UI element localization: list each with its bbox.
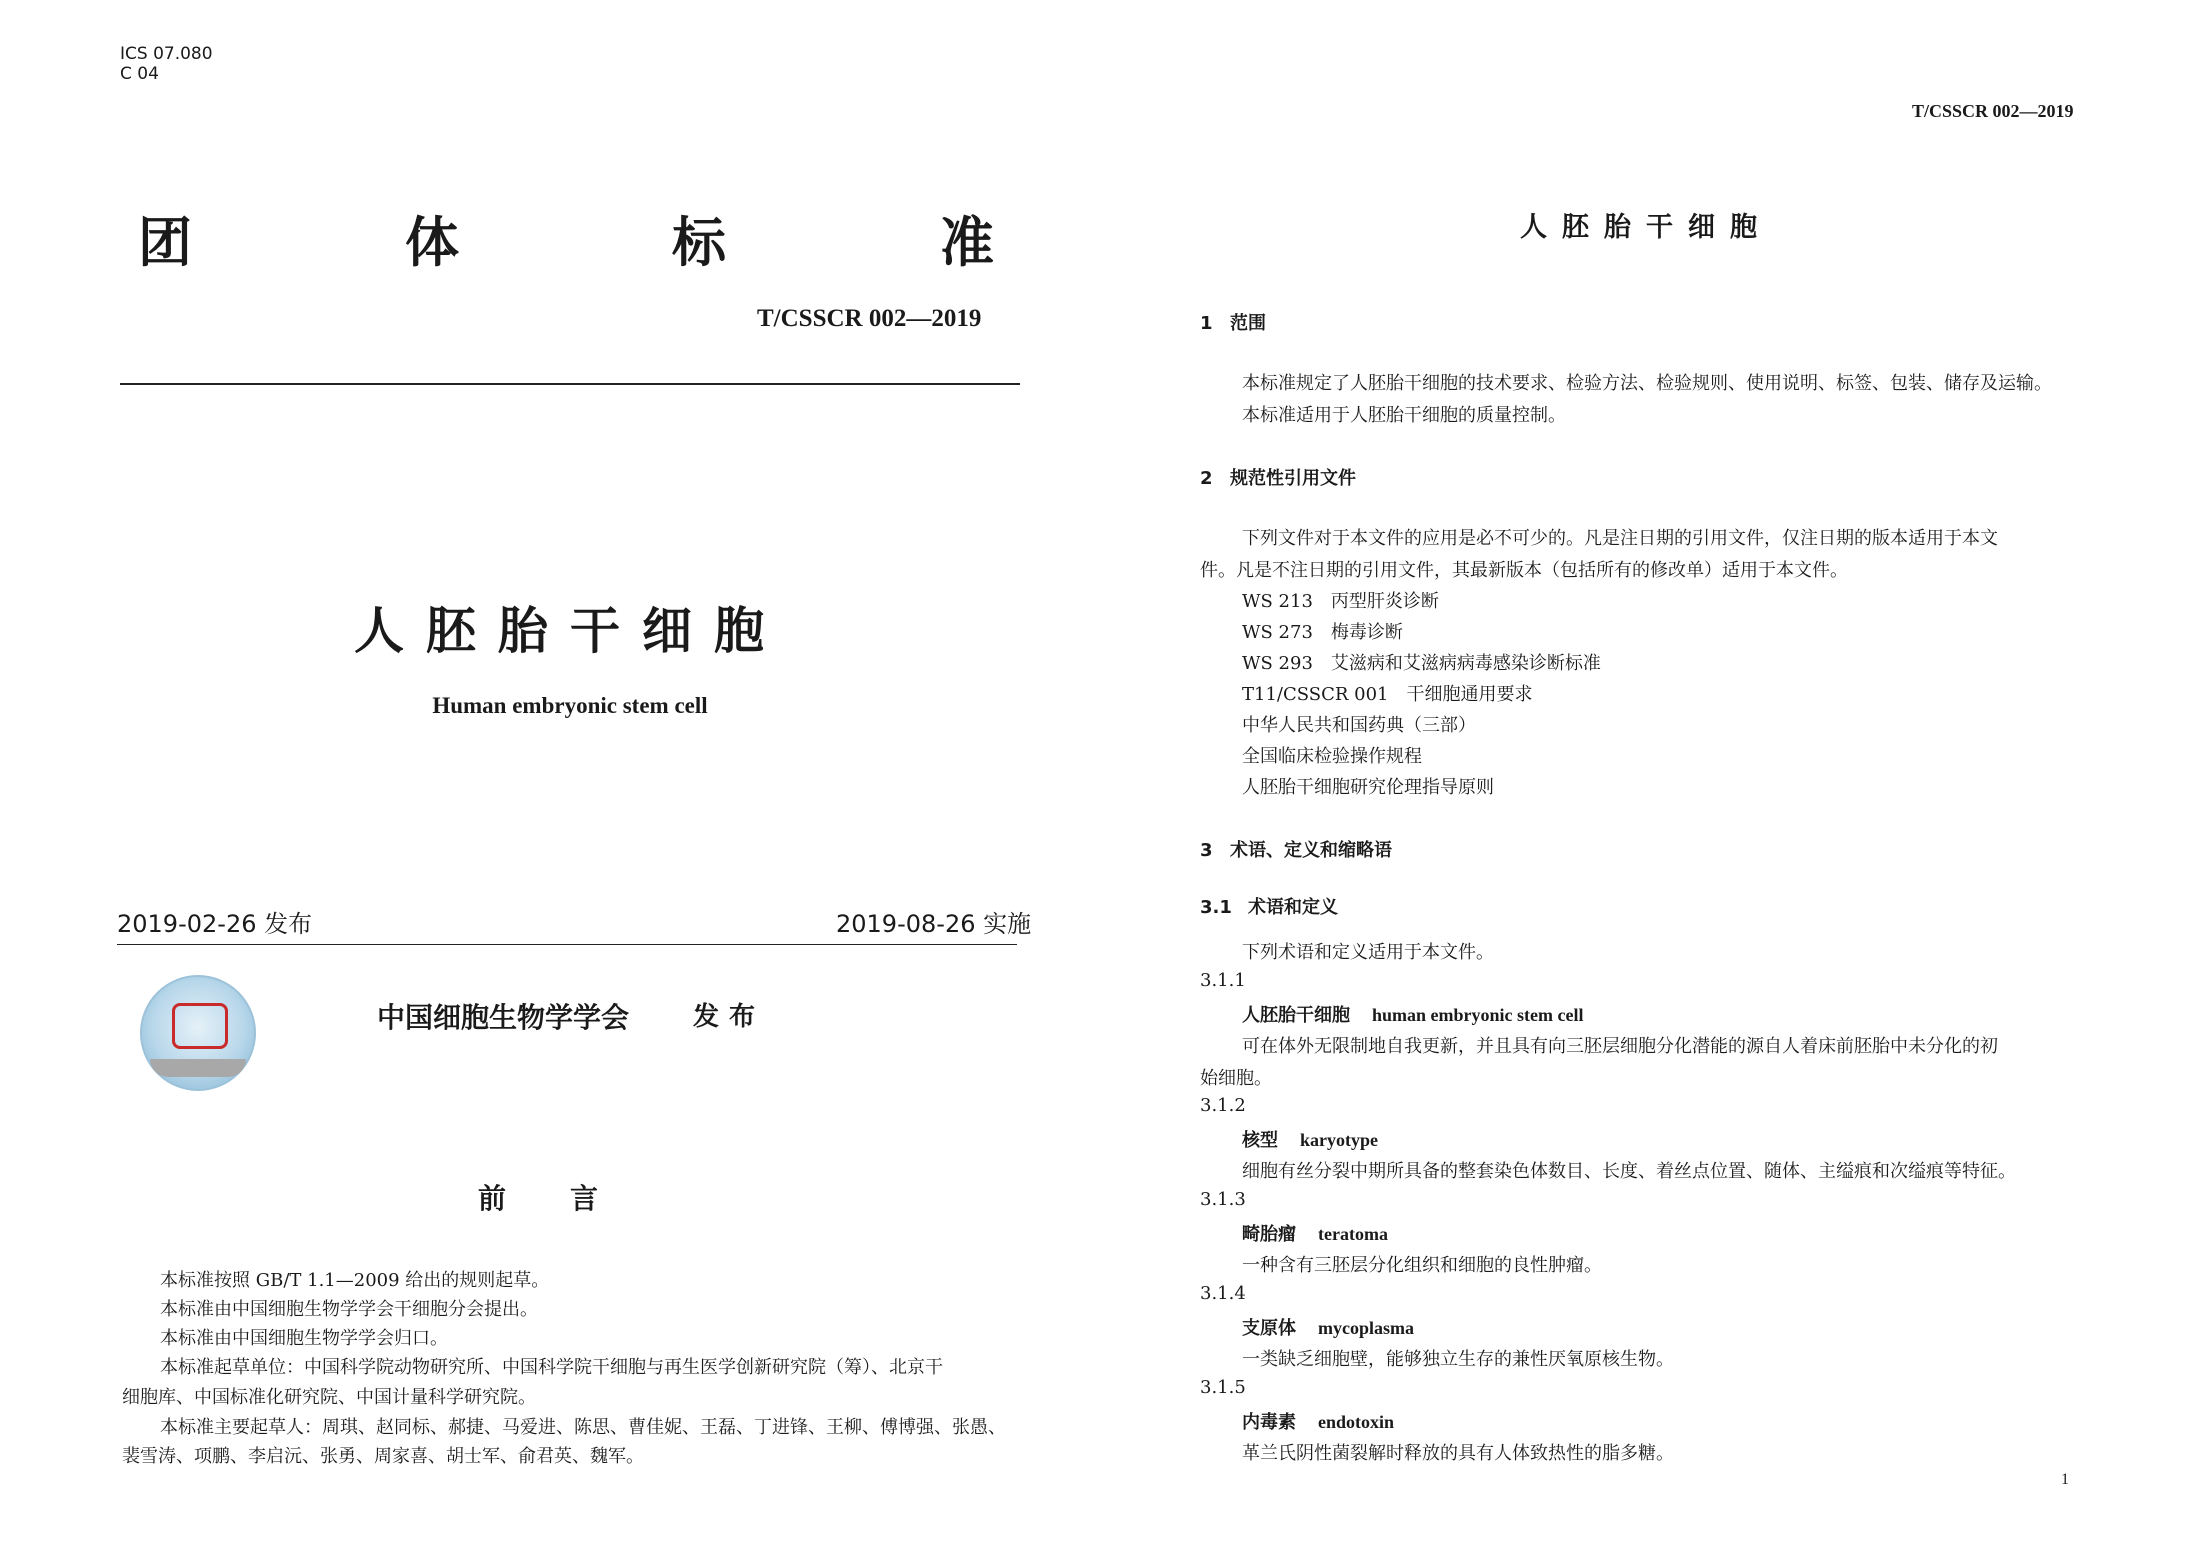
term-en: karyotype: [1300, 1130, 1378, 1150]
standard-type-char-4: 准: [940, 211, 994, 274]
foreword-line: 裴雪涛、项鹏、李启沅、张勇、周家喜、胡士军、俞君英、魏军。: [122, 1446, 644, 1467]
reference-title: 干细胞通用要求: [1406, 684, 1533, 705]
paragraph: 下列文件对于本文件的应用是必不可少的。凡是注日期的引用文件，仅注日期的版本适用于本文: [1242, 528, 1998, 549]
reference-code: WS 213: [1242, 591, 1313, 612]
release-date: 2019-02-26 发布: [117, 910, 313, 938]
term-en: endotoxin: [1318, 1412, 1395, 1432]
term-number: 3.1.3: [1200, 1189, 1246, 1210]
standard-type-char-1: 团: [138, 211, 192, 274]
term-en: human embryonic stem cell: [1372, 1005, 1584, 1025]
term-heading: [1242, 1220, 1388, 1246]
term-cn: 人胚胎干细胞: [1242, 1005, 1350, 1026]
paragraph: 本标准规定了人胚胎干细胞的技术要求、检验方法、检验规则、使用说明、标签、包装、储存及运输。: [1242, 373, 2052, 394]
term-number: 3.1.1: [1200, 970, 1246, 991]
subsection-title: 术语和定义: [1248, 897, 1338, 918]
term-definition: 细胞有丝分裂中期所具备的整套染色体数目、长度、着丝点位置、随体、主缢痕和次缢痕等特征。: [1242, 1161, 2016, 1182]
section-title: 规范性引用文件: [1230, 468, 1356, 489]
section-heading-terms: [1200, 836, 1392, 862]
standard-type-char-3: 标: [672, 211, 726, 274]
ics-code: ICS 07.080: [120, 44, 213, 64]
term-heading: [1242, 1126, 1378, 1152]
reference-code: WS 273: [1242, 622, 1313, 643]
standard-type-char-2: 体: [405, 211, 459, 274]
page-header-standard-number: T/CSSCR 002—2019: [1912, 101, 2074, 121]
foreword-line: 本标准由中国细胞生物学学会归口。: [160, 1328, 448, 1349]
publisher-name: 中国细胞生物学学会: [377, 1001, 630, 1034]
term-number: 3.1.4: [1200, 1283, 1246, 1304]
term-definition: 革兰氏阴性菌裂解时释放的具有人体致热性的脂多糖。: [1242, 1443, 1674, 1464]
section-number: 1: [1200, 313, 1213, 334]
subsection-number: 3.1: [1200, 897, 1232, 918]
term-number: 3.1.2: [1200, 1095, 1246, 1116]
document-title-en: Human embryonic stem cell: [432, 693, 708, 718]
term-en: teratoma: [1318, 1224, 1388, 1244]
term-cn: 支原体: [1242, 1318, 1296, 1339]
seal-band: [150, 1059, 246, 1077]
term-en: mycoplasma: [1318, 1318, 1414, 1338]
section-number: 2: [1200, 468, 1213, 489]
document-title-cn: 人胚胎干细胞: [354, 602, 786, 660]
foreword-line: 本标准主要起草人：周琪、赵同标、郝捷、马爱进、陈思、曹佳妮、王磊、丁进锋、王柳、傅博强、张愚、: [160, 1417, 1006, 1438]
reference-item: 全国临床检验操作规程: [1242, 746, 1422, 767]
term-heading: [1242, 1408, 1394, 1434]
reference-title: 艾滋病和艾滋病病毒感染诊断标准: [1330, 653, 1601, 674]
paragraph: 件。凡是不注日期的引用文件，其最新版本（包括所有的修改单）适用于本文件。: [1200, 560, 1848, 581]
section-title: 范围: [1230, 313, 1266, 334]
paragraph: 本标准适用于人胚胎干细胞的质量控制。: [1242, 405, 1566, 426]
reference-item: 人胚胎干细胞研究伦理指导原则: [1242, 777, 1494, 798]
section-title: 术语、定义和缩略语: [1230, 840, 1392, 861]
section-number: 3: [1200, 840, 1213, 861]
term-number: 3.1.5: [1200, 1377, 1246, 1398]
term-cn: 核型: [1242, 1130, 1278, 1151]
term-definition: 一种含有三胚层分化组织和细胞的良性肿瘤。: [1242, 1255, 1602, 1276]
reference-item: [1242, 649, 1601, 675]
reference-code: T11/CSSCR 001: [1242, 684, 1389, 705]
ccs-code: C 04: [120, 64, 159, 84]
term-heading: [1242, 1001, 1583, 1027]
foreword-title: 前言: [477, 1182, 662, 1215]
reference-item: [1242, 587, 1439, 613]
term-cn: 畸胎瘤: [1242, 1224, 1296, 1245]
foreword-line: 本标准起草单位：中国科学院动物研究所、中国科学院干细胞与再生医学创新研究院（筹）、北京干: [160, 1357, 943, 1378]
foreword-line: 细胞库、中国标准化研究院、中国计量科学研究院。: [122, 1387, 536, 1408]
term-heading: [1242, 1314, 1414, 1340]
term-definition: 始细胞。: [1200, 1068, 1272, 1089]
term-definition: 可在体外无限制地自我更新，并且具有向三胚层细胞分化潜能的源自人着床前胚胎中未分化的初: [1242, 1036, 1998, 1057]
reference-item: [1242, 680, 1533, 706]
reference-title: 梅毒诊断: [1330, 622, 1403, 643]
date-divider: [117, 944, 1017, 945]
reference-code: WS 293: [1242, 653, 1313, 674]
seal-emblem-icon: [172, 1003, 228, 1049]
foreword-line: 本标准按照 GB/T 1.1—2009 给出的规则起草。: [160, 1270, 550, 1291]
reference-item: 中华人民共和国药典（三部）: [1242, 715, 1476, 736]
header-divider: [120, 383, 1020, 385]
section-heading-scope: [1200, 309, 1266, 335]
page-title: 人胚胎干细胞: [1520, 212, 1772, 243]
reference-item: [1242, 618, 1403, 644]
page-number: 1: [2061, 1471, 2069, 1488]
implementation-date: 2019-08-26 实施: [836, 910, 1032, 938]
standard-number: T/CSSCR 002—2019: [757, 305, 982, 332]
term-definition: 一类缺乏细胞壁，能够独立生存的兼性厌氧原核生物。: [1242, 1349, 1674, 1370]
section-heading-normative-references: [1200, 464, 1356, 490]
term-cn: 内毒素: [1242, 1412, 1296, 1433]
reference-title: 丙型肝炎诊断: [1330, 591, 1439, 612]
anti-counterfeit-seal-icon: [140, 975, 256, 1091]
foreword-line: 本标准由中国细胞生物学学会干细胞分会提出。: [160, 1299, 538, 1320]
publish-label: 发布: [693, 1002, 766, 1032]
subsection-heading-terms-definitions: [1200, 893, 1338, 919]
paragraph: 下列术语和定义适用于本文件。: [1242, 942, 1494, 963]
